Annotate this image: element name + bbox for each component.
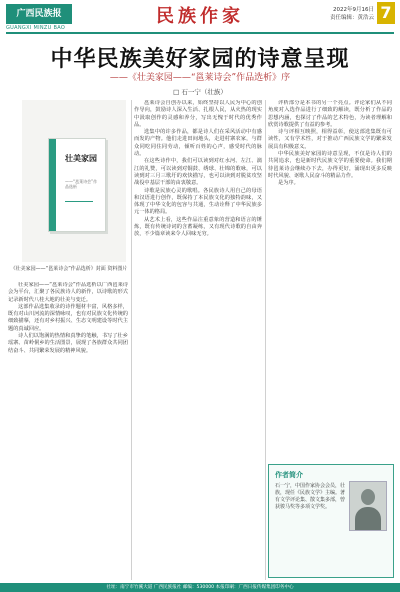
page-number: 7 bbox=[377, 2, 395, 24]
newspaper-logo: 广西民族报 bbox=[6, 4, 72, 24]
author-bio-heading: 作者简介 bbox=[275, 471, 303, 479]
page-footer: 社址：南宁市竹溪大道 广西民族报社 邮编：530000 本报印刷：广西日报传媒集团印务中心 bbox=[0, 583, 400, 592]
author-photo-body bbox=[355, 507, 381, 530]
paragraph: 诗与评相互映照，相得益彰，使这部选集既有可读性，又有学术性，对于推动广西民族文学的繁荣发展具有积极意义。 bbox=[268, 129, 392, 150]
paragraph: 评析部分是本书的另一个亮点。评论家们从不同角度对入选作品进行了细致的解读，既分析了作品的思想内涵，也探讨了作品的艺术特色，为读者理解和欣赏诗歌提供了有益的参考。 bbox=[268, 100, 392, 128]
paragraph: 壮美家园——“邕莱诗会”作品选析以广西邕莱诗会为平台，汇聚了各民族诗人的新作，以诗歌的形式记录新时代八桂大地的壮美与变迁。 bbox=[8, 282, 128, 303]
issue-info bbox=[330, 6, 374, 22]
book-spine bbox=[49, 139, 56, 231]
paragraph: 选集中的许多作品，都是诗人们在采风活动中有感而发的产物。他们走进田间地头，走进村寨农家，与群众同吃同住同劳动，倾听百姓的心声，感受时代的脉动。 bbox=[134, 129, 262, 158]
issue-editor: 责任编辑：黄浩云 bbox=[329, 15, 374, 21]
book-cover-subtitle: ——“邕莱诗会”作品选析 bbox=[65, 179, 98, 189]
article-byline: □ 石一宁（壮族） bbox=[173, 88, 227, 96]
author-photo bbox=[349, 481, 387, 531]
column-divider bbox=[265, 100, 266, 580]
paragraph: 是为序。 bbox=[278, 180, 299, 187]
author-bio-text: 石一宁，中国作家协会会员，壮族，现任《民族文学》主编。著有文学评论集、散文集多部，曾获骏马奖等多项文学奖。 bbox=[275, 483, 346, 510]
book-cover-photo bbox=[22, 100, 126, 262]
paragraph: 诗歌是民族心灵的歌唱。各民族诗人用自己的母语和汉语进行创作，既保持了本民族文化的独特韵味，又体现了中华文化的包容与共通，生动诠释了中华民族多元一体的格局。 bbox=[134, 187, 262, 216]
paragraph: 中华民族美好家园的诗意呈现，不仅是诗人们的共同追求，也是新时代民族文学的重要使命。我们期待邕莱诗会继续办下去，办得更好，涌现出更多反映时代风貌、讴歌人民奋斗的精品力作。 bbox=[268, 151, 392, 179]
book-cover-rule bbox=[65, 201, 93, 202]
book-cover bbox=[48, 138, 106, 232]
photo-caption: 《壮美家园——“邕莱诗会”作品选析》封面 资料图片 bbox=[10, 266, 128, 272]
paragraph: 诗人们以饱满的热情和真挚的笔触，书写了壮乡瑶寨、苗岭侗乡的生活图景，展现了各族群众共同团结奋斗、共同繁荣发展的精神风貌。 bbox=[8, 333, 128, 354]
column-divider bbox=[131, 100, 132, 580]
book-cover-title: 壮美家园 bbox=[65, 153, 97, 163]
paragraph: 邕莱诗会自创办以来，始终坚持以人民为中心的创作导向，鼓励诗人深入生活、扎根人民，从火热的现实中汲取创作的灵感和养分，写出无愧于时代的优秀作品。 bbox=[134, 100, 262, 128]
article-column-1 bbox=[8, 282, 128, 580]
article-headline: 中华民族美好家园的诗意呈现 bbox=[50, 47, 350, 72]
author-bio-box bbox=[268, 464, 394, 578]
newspaper-logo-english: GUANGXI MINZU BAO bbox=[6, 25, 66, 31]
paragraph: 这部作品选集收录的诗作题材丰富，风格多样，既有对山川河流的深情咏叹，也有对民族文化传统的细致描摹，还有对乡村振兴、生态文明建设等时代主题的真诚回应。 bbox=[8, 303, 128, 332]
article-column-3 bbox=[268, 100, 392, 460]
masthead-divider bbox=[6, 32, 394, 34]
issue-date: 2022年9月16日 bbox=[333, 7, 374, 13]
column-title: 民族作家 bbox=[156, 6, 244, 27]
author-photo-head bbox=[361, 489, 375, 505]
article-column-2 bbox=[134, 100, 262, 580]
paragraph: 在这些诗作中，我们可以读到对红水河、左江、漓江的礼赞，可以读到对铜鼓、绣球、壮锦的歌咏，可以读到对三月三歌圩的欢快描写，也可以读到对脱贫攻坚战役中基层干部的由衷敬意。 bbox=[134, 158, 262, 187]
article-subhead: ——《壮美家园——“邕莱诗会”作品选析》序 bbox=[109, 73, 291, 83]
paragraph: 从艺术上看，这些作品注重意象的营造和语言的锤炼，既有传统诗词的含蓄凝练，又有现代诗歌的自由奔放，不少篇章读来令人回味无穷。 bbox=[134, 216, 262, 238]
